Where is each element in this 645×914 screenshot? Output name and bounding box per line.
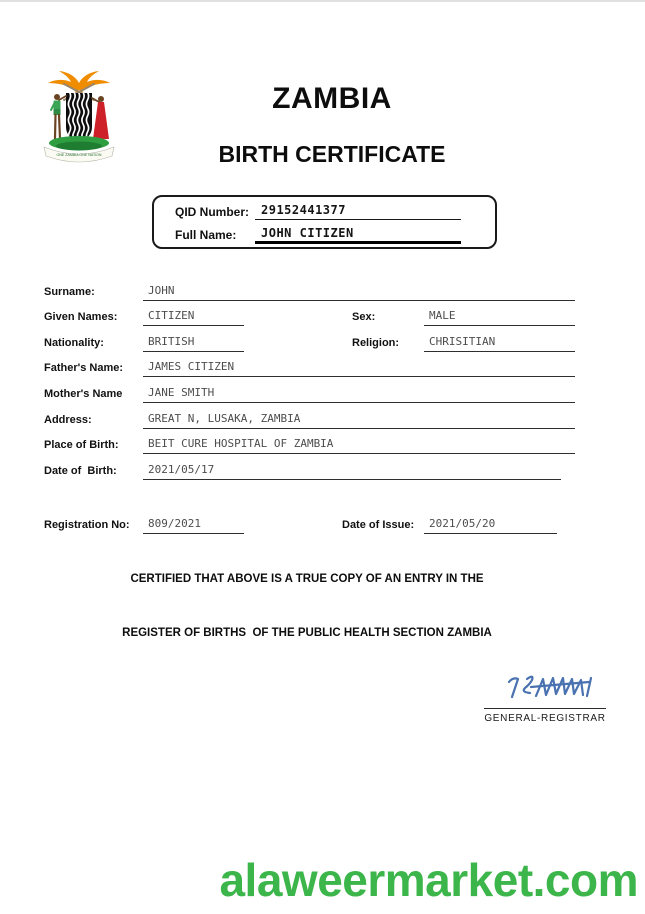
address-value: GREAT N, LUSAKA, ZAMBIA bbox=[143, 412, 575, 429]
given-names-label: Given Names: bbox=[44, 311, 118, 323]
registration-no-value: 809/2021 bbox=[143, 517, 244, 534]
nationality-label: Nationality: bbox=[44, 337, 104, 349]
date-of-birth-row bbox=[0, 463, 645, 481]
id-summary-box bbox=[152, 195, 497, 249]
date-of-issue-label: Date of Issue: bbox=[342, 519, 415, 531]
religion-value: CHRISITIAN bbox=[424, 335, 575, 352]
address-row bbox=[0, 412, 645, 430]
watermark-text: alaweermarket.com bbox=[219, 854, 638, 906]
surname-label: Surname: bbox=[44, 286, 95, 298]
document-title: BIRTH CERTIFICATE bbox=[218, 141, 446, 167]
nationality-row bbox=[0, 335, 645, 353]
date-of-birth-value: 2021/05/17 bbox=[143, 463, 561, 480]
signature-line bbox=[484, 708, 606, 709]
place-of-birth-row bbox=[0, 437, 645, 455]
date-of-birth-label: Date of Birth: bbox=[44, 465, 117, 477]
fathers-name-value: JAMES CITIZEN bbox=[143, 360, 575, 377]
mothers-name-value: JANE SMITH bbox=[143, 386, 575, 403]
nationality-value: BRITISH bbox=[143, 335, 244, 352]
fathers-name-label: Father's Name: bbox=[44, 362, 124, 374]
full-name-label: Full Name: bbox=[175, 228, 237, 242]
qid-number-label: QID Number: bbox=[175, 205, 250, 219]
emblem-motto: ONE ZAMBIA ONE NATION bbox=[56, 153, 102, 157]
sex-value: MALE bbox=[424, 309, 575, 326]
surname-value: JOHN bbox=[143, 284, 575, 301]
registration-row bbox=[0, 517, 645, 535]
fathers-name-row bbox=[0, 360, 645, 378]
place-of-birth-value: BEIT CURE HOSPITAL OF ZAMBIA bbox=[143, 437, 575, 454]
certification-line-1: CERTIFIED THAT ABOVE IS A TRUE COPY OF AN ENTRY IN THE bbox=[130, 573, 484, 585]
religion-label: Religion: bbox=[352, 337, 400, 349]
address-label: Address: bbox=[44, 414, 92, 426]
given-names-row bbox=[0, 309, 645, 327]
qid-number-value: 29152441377 bbox=[255, 203, 461, 220]
registrar-signature bbox=[503, 671, 603, 705]
registration-no-label: Registration No: bbox=[44, 519, 130, 531]
full-name-value: JOHN CITIZEN bbox=[255, 226, 461, 244]
mothers-name-row bbox=[0, 386, 645, 404]
sex-label: Sex: bbox=[352, 311, 376, 323]
certification-line-2: REGISTER OF BIRTHS OF THE PUBLIC HEALTH SECTION ZAMBIA bbox=[122, 627, 492, 639]
place-of-birth-label: Place of Birth: bbox=[44, 439, 119, 451]
general-registrar-label: GENERAL-REGISTRAR bbox=[484, 713, 606, 724]
country-title: ZAMBIA bbox=[272, 82, 392, 115]
mothers-name-label: Mother's Name bbox=[44, 388, 123, 400]
surname-row bbox=[0, 284, 645, 302]
date-of-issue-value: 2021/05/20 bbox=[424, 517, 557, 534]
given-names-value: CITIZEN bbox=[143, 309, 244, 326]
